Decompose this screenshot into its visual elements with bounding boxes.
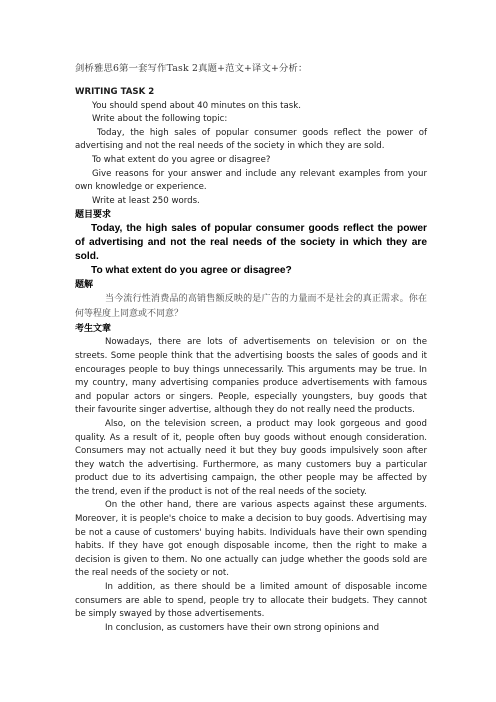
document-body [75, 86, 427, 635]
essay [75, 336, 427, 635]
intro-line: 剑桥雅思6第一套写作Task 2真题+范文+译文+分析： [75, 63, 308, 74]
task-reasons: Give reasons for your answer and include any relevant examples from your own knowledge or experience. [75, 168, 427, 193]
task-question: To what extent do you agree or disagree? [92, 154, 271, 165]
task-word-count: Write at least 250 words. [92, 195, 200, 206]
essay-paragraph: In addition, as there should be a limited amount of disposable income consumers are able to spend, people try to allocate their budgets. They cannot be simply swayed by those advertisements. [75, 582, 427, 620]
task-instruction: Write about the following topic: [92, 114, 228, 125]
task-time: You should spend about 40 minutes on this task. [92, 100, 301, 111]
requirement-prompt: Today, the high sales of popular consumer goods reflect the power of advertising and not the real needs of the society in which they are sold. [75, 223, 427, 263]
essay-paragraph: Also, on the television screen, a product may look gorgeous and good quality. As a result of it, people often buy goods without enough consideration. Consumers may not actually need it but they buy goods impulsively soon after they watch the advertising. Furthermore, as many customers buy a particular product due to its advertising campaign, the other people may be affected by the trend, even if the product is not of the real needs of the society. [75, 418, 427, 497]
essay-heading: 考生文章 [75, 324, 112, 335]
analysis-text: 当今流行性消费品的高销售额反映的是广告的力量而不是社会的真正需求。你在何等程度上同意或不同意？ [75, 294, 427, 320]
essay-paragraph: On the other hand, there are various aspects against these arguments. Moreover, it is people's choice to make a decision to buy goods. Advertising may be not a cause of customers' buying habits. Individuals have their own spending habits. If they have got enough disposable income, then the right to make a decision is given to them. No one actually can judge whether the goods sold are the real needs of the society or not. [75, 500, 427, 579]
task-title: WRITING TASK 2 [75, 87, 155, 97]
essay-paragraph: Nowadays, there are lots of advertisements on television or on the streets. Some people think that the advertising boosts the sales of goods and it encourages people to buy things unnecessarily. This arguments may be true. In my country, many advertising companies produce advertisements with famous and popular actors or singers. People, especially youngsters, buy goods that their favourite singer advertise, although they do not really need the products. [75, 337, 427, 416]
analysis-heading: 题解 [75, 280, 94, 291]
task-prompt: Today, the high sales of popular consumer goods reflect the power of advertising and not the real needs of the society in which they are sold. [75, 127, 427, 152]
requirement-question: To what extent do you agree or disagree? [91, 265, 292, 277]
essay-paragraph: In conclusion, as customers have their own strong opinions and [105, 622, 380, 633]
requirement-heading: 题目要求 [75, 210, 112, 221]
